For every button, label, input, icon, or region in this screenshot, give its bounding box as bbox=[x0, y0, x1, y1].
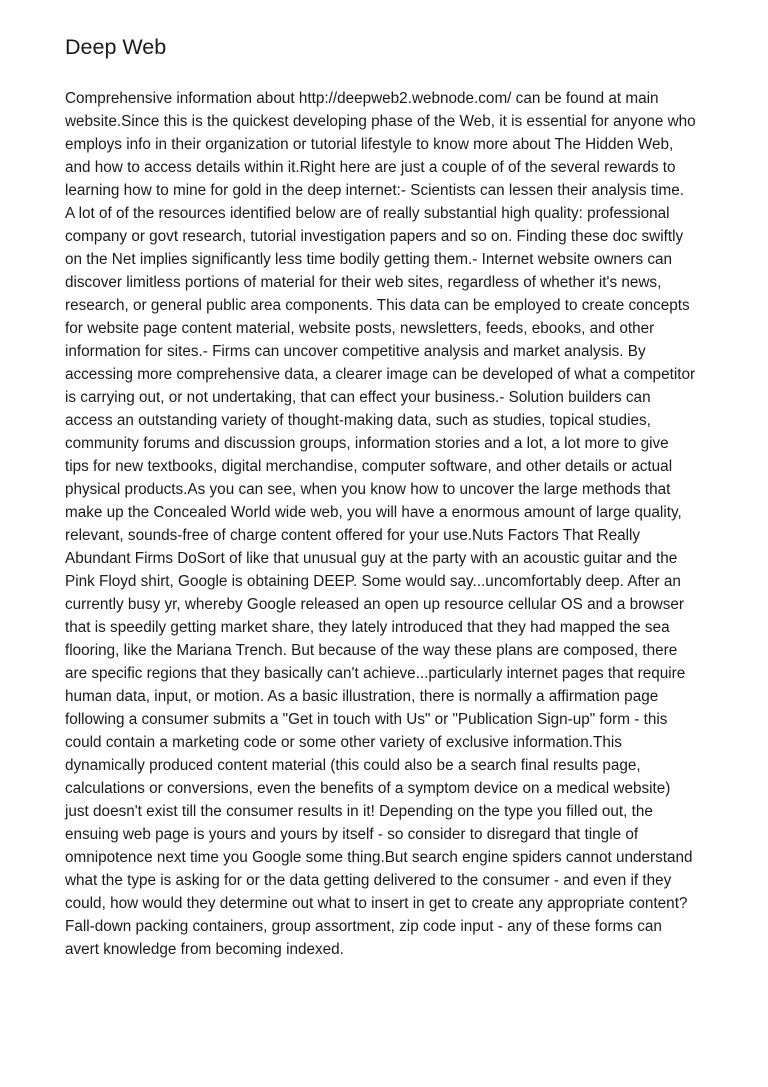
text-line: dynamically produced content material (this could also be a search final results page, bbox=[65, 757, 641, 774]
text-line: ensuing web page is yours and yours by itself - so consider to disregard that tingle of bbox=[65, 826, 639, 843]
text-line: research, or general public area components. This data can be employed to create concepts bbox=[65, 297, 690, 314]
text-line: is carrying out, or not undertaking, that can effect your business.- Solution builders can bbox=[65, 389, 651, 406]
text-line: employs info in their organization or tutorial lifestyle to know more about The Hidden Web, bbox=[65, 136, 674, 153]
text-line: Comprehensive information about http://deepweb2.webnode.com/ can be found at main bbox=[65, 90, 659, 107]
text-line: omnipotence next time you Google some thing.But search engine spiders cannot understand bbox=[65, 849, 693, 866]
text-line: could, how would they determine out what to insert in get to create any appropriate content? bbox=[65, 895, 688, 912]
text-line: that is speedily getting market share, they lately introduced that they had mapped the sea bbox=[65, 619, 670, 636]
text-line: tips for new textbooks, digital merchandise, computer software, and other details or actual bbox=[65, 458, 673, 475]
text-line: information for sites.- Firms can uncover competitive analysis and market analysis. By bbox=[65, 343, 646, 360]
text-line: website.Since this is the quickest developing phase of the Web, it is essential for anyone who bbox=[65, 113, 696, 130]
text-line: currently busy yr, whereby Google released an open up resource cellular OS and a browser bbox=[65, 596, 685, 613]
text-line: what the type is asking for or the data getting delivered to the consumer - and even if they bbox=[65, 872, 672, 889]
text-line: just doesn't exist till the consumer results in it! Depending on the type you filled out, the bbox=[65, 803, 653, 820]
text-line: following a consumer submits a "Get in touch with Us" or "Publication Sign-up" form - this bbox=[65, 711, 668, 728]
text-line: accessing more comprehensive data, a clearer image can be developed of what a competitor bbox=[65, 366, 696, 383]
text-line: flooring, like the Mariana Trench. But because of the way these plans are composed, there bbox=[65, 642, 678, 659]
text-line: calculations or conversions, even the benefits of a symptom device on a medical website) bbox=[65, 780, 671, 797]
text-line: human data, input, or motion. As a basic illustration, there is normally a affirmation page bbox=[65, 688, 659, 705]
text-line: learning how to mine for gold in the deep internet:- Scientists can lessen their analysis time. bbox=[65, 182, 685, 199]
text-line: Fall-down packing containers, group assortment, zip code input - any of these forms can bbox=[65, 918, 662, 935]
text-line: access an outstanding variety of thought-making data, such as studies, topical studies, bbox=[65, 412, 651, 429]
text-line: Pink Floyd shirt, Google is obtaining DEEP. Some would say...uncomfortably deep. After an bbox=[65, 573, 681, 590]
text-line: company or govt research, tutorial investigation papers and so on. Finding these doc swiftly bbox=[65, 228, 684, 245]
text-line: physical products.As you can see, when you know how to uncover the large methods that bbox=[65, 481, 671, 498]
text-line: discover limitless portions of material for their web sites, regardless of whether it's news, bbox=[65, 274, 662, 291]
text-line: avert knowledge from becoming indexed. bbox=[65, 941, 344, 958]
text-line: community forums and discussion groups, information stories and a lot, a lot more to give bbox=[65, 435, 669, 452]
text-line: could contain a marketing code or some other variety of exclusive information.This bbox=[65, 734, 622, 751]
text-line: A lot of of the resources identified below are of really substantial high quality: professional bbox=[65, 205, 670, 222]
text-line: for website page content material, website posts, newsletters, feeds, ebooks, and other bbox=[65, 320, 655, 337]
page-title: Deep Web bbox=[65, 35, 167, 59]
text-line: on the Net implies significantly less time bodily getting them.- Internet website owners can bbox=[65, 251, 673, 268]
text-line: and how to access details within it.Right here are just a couple of of the several rewards to bbox=[65, 159, 676, 176]
text-line: make up the Concealed World wide web, you will have a enormous amount of large quality, bbox=[65, 504, 682, 521]
text-line: relevant, sounds-free of charge content offered for your use.Nuts Factors That Really bbox=[65, 527, 641, 544]
body-paragraph bbox=[65, 87, 715, 961]
document-page bbox=[65, 30, 715, 961]
text-line: Abundant Firms DoSort of like that unusual guy at the party with an acoustic guitar and the bbox=[65, 550, 678, 567]
text-line: are specific regions that they basically can't achieve...particularly internet pages that require bbox=[65, 665, 686, 682]
